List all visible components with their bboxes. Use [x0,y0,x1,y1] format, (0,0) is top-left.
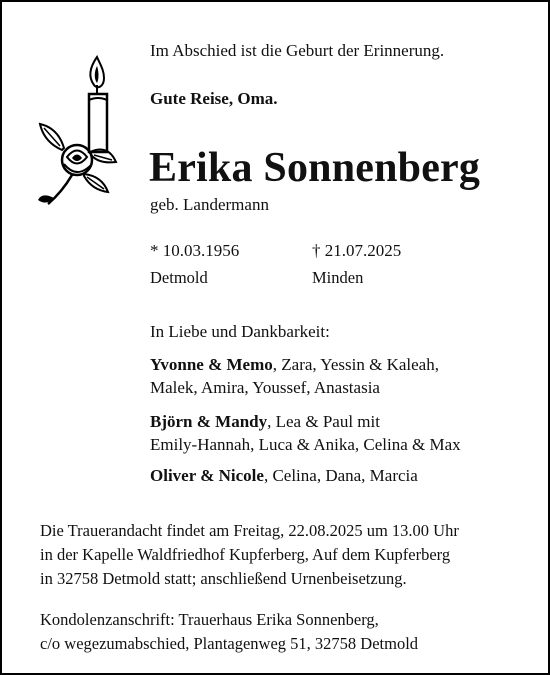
maiden-name: geb. Landermann [150,195,269,214]
family-3-children: , Celina, Dana, Marcia [263,466,418,485]
farewell-line: Gute Reise, Oma. [150,89,278,108]
family-3-names: Oliver & Nicole [150,466,264,485]
birth-date: * 10.03.1956 [150,241,240,260]
condolence-line-2: c/o wegezumabschied, Plantagenweg 51, 32758 Detmold [40,634,419,653]
candle-with-rose-icon [32,52,142,212]
family-2 [150,411,380,433]
condolence-line-1: Kondolenzanschrift: Trauerhaus Erika Sonnenberg, [40,610,379,629]
family-2-children: , Lea & Paul mit [267,412,380,431]
quote: Im Abschied ist die Geburt der Erinnerung. [150,41,445,60]
family-1-children: , Zara, Yessin & Kaleah, [272,355,439,374]
family-3 [150,465,418,487]
mourners-intro: In Liebe und Dankbarkeit: [150,322,330,341]
birth-place: Detmold [150,268,208,287]
family-2-names: Björn & Mandy [150,412,268,431]
service-line-3: in 32758 Detmold statt; anschließend Urnenbeisetzung. [40,569,407,588]
family-2-line2: Emily-Hannah, Luca & Anika, Celina & Max [150,435,461,454]
service-line-1: Die Trauerandacht findet am Freitag, 22.08.2025 um 13.00 Uhr [40,521,459,540]
service-line-2: in der Kapelle Waldfriedhof Kupferberg, Auf dem Kupferberg [40,545,451,564]
death-date: † 21.07.2025 [312,241,402,260]
family-1-line2: Malek, Amira, Youssef, Anastasia [150,378,380,397]
death-place: Minden [312,268,364,287]
deceased-name: Erika Sonnenberg [149,145,481,191]
family-1-names: Yvonne & Memo [150,355,273,374]
family-1 [150,354,439,376]
